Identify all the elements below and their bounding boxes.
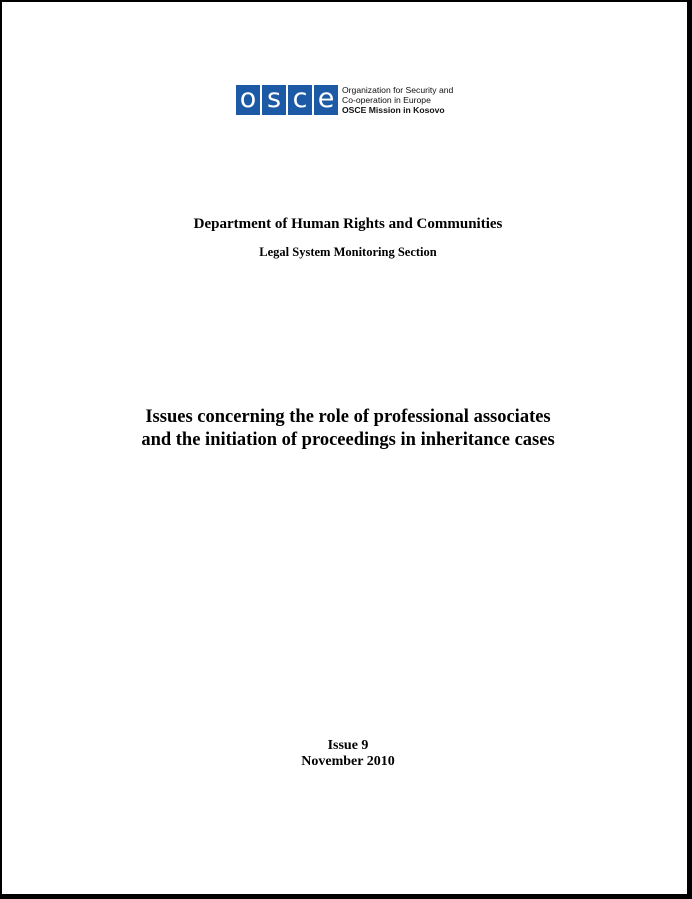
osce-logo-letters bbox=[236, 85, 338, 115]
issue-info bbox=[2, 738, 692, 770]
issue-number: Issue 9 bbox=[327, 738, 369, 753]
logo-letter-s: s bbox=[262, 85, 286, 115]
issue-date: November 2010 bbox=[301, 754, 395, 769]
logo-org-line1: Organization for Security and bbox=[342, 85, 454, 95]
logo-mission: OSCE Mission in Kosovo bbox=[342, 105, 445, 115]
logo-letter-e: e bbox=[314, 85, 338, 115]
logo-letter-c: c bbox=[288, 85, 312, 115]
report-title bbox=[2, 406, 692, 452]
department-heading: Department of Human Rights and Communities bbox=[193, 216, 503, 232]
logo-text bbox=[342, 85, 453, 115]
logo-letter-o: o bbox=[236, 85, 260, 115]
logo-org-line2: Co-operation in Europe bbox=[342, 95, 431, 105]
report-title-line1: Issues concerning the role of professional associates bbox=[145, 407, 551, 427]
report-title-line2: and the initiation of proceedings in inheritance cases bbox=[141, 430, 555, 450]
section-subheading: Legal System Monitoring Section bbox=[259, 245, 437, 259]
osce-logo bbox=[236, 83, 453, 117]
